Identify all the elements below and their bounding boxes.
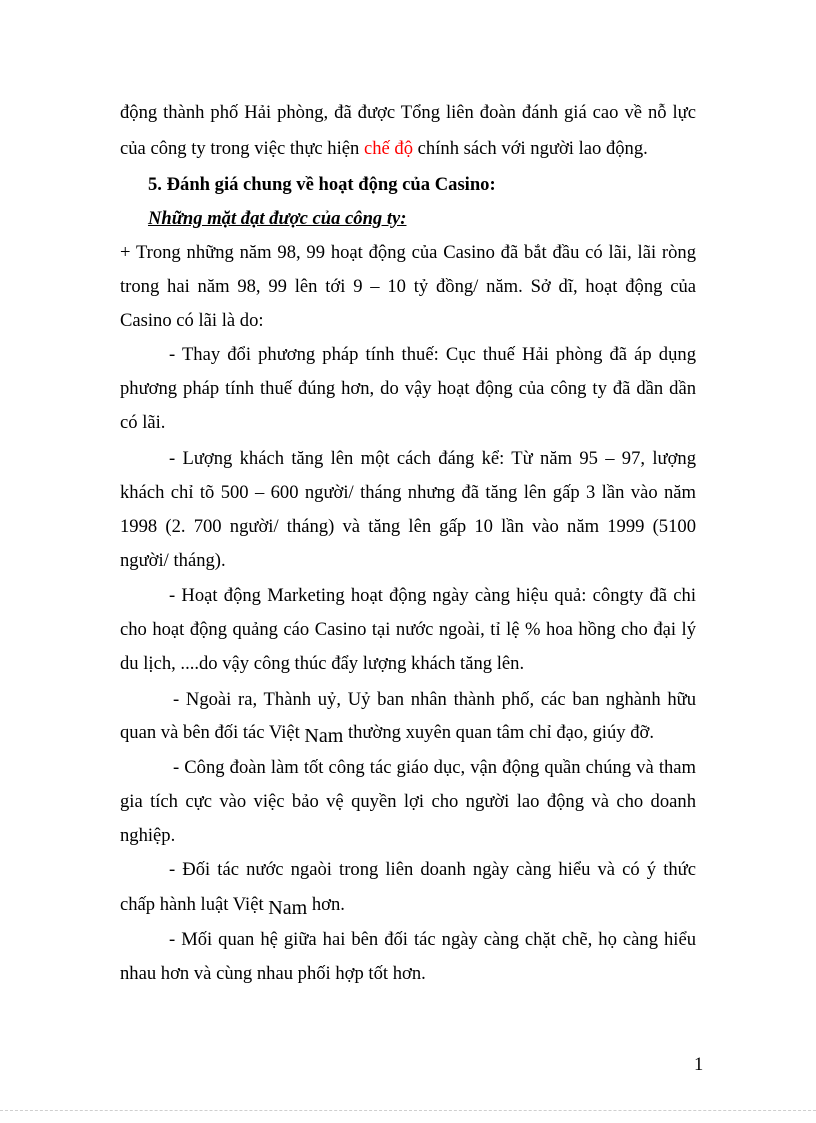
paragraph-line: - Ngoài ra, Thành uỷ, Uỷ ban nhân thành phố, các ban nghành hữu xyxy=(173,689,696,710)
paragraph-line xyxy=(120,892,696,917)
text-run: quan và bên đối tác Việt xyxy=(120,722,305,743)
paragraph-line: gia tích cực vào việc bảo vệ quyền lợi cho người lao động và cho doanh xyxy=(120,791,696,812)
text-run: hơn. xyxy=(307,894,345,915)
highlighted-text: chế độ xyxy=(363,138,414,159)
paragraph-line: người/ tháng). xyxy=(120,550,226,571)
paragraph-line: du lịch, ....do vậy công thúc đẩy lượng khách tăng lên. xyxy=(120,653,525,674)
paragraph-line: có lãi. xyxy=(120,412,166,433)
subscript-text: Nam xyxy=(268,897,308,919)
paragraph-line xyxy=(120,137,696,161)
page-divider xyxy=(0,1110,816,1111)
paragraph-line: - Đối tác nước ngaòi trong liên doanh ngày càng hiểu và có ý thức xyxy=(169,859,696,880)
paragraph-line xyxy=(120,720,696,745)
paragraph-line: 1998 (2. 700 người/ tháng) và tăng lên gấp 10 lần vào năm 1999 (5100 xyxy=(120,516,696,537)
paragraph-line: - Thay đổi phương pháp tính thuế: Cục thuế Hải phòng đã áp dụng xyxy=(169,344,696,365)
paragraph-line: - Mối quan hệ giữa hai bên đối tác ngày càng chặt chẽ, họ càng hiểu xyxy=(169,929,696,950)
paragraph-line: khách chỉ tõ 500 – 600 người/ tháng nhưng đã tăng lên gấp 3 lần vào năm xyxy=(120,482,696,503)
text-run: của công ty trong việc thực hiện xyxy=(120,138,364,159)
paragraph-line: - Công đoàn làm tốt công tác giáo dục, vận động quần chúng và tham xyxy=(173,757,696,778)
paragraph-line: nhau hơn và cùng nhau phối hợp tốt hơn. xyxy=(120,963,426,984)
paragraph-line: - Lượng khách tăng lên một cách đáng kể: Từ năm 95 – 97, lượng xyxy=(169,448,696,469)
paragraph-line: + Trong những năm 98, 99 hoạt động của Casino đã bắt đầu có lãi, lãi ròng xyxy=(120,242,696,263)
paragraph-line: nghiệp. xyxy=(120,825,176,846)
paragraph-line: phương pháp tính thuế đúng hơn, do vậy hoạt động của công ty đã dần dần xyxy=(120,378,696,399)
paragraph-line: trong hai năm 98, 99 lên tới 9 – 10 tỷ đồng/ năm. Sở dĩ, hoạt động của xyxy=(120,276,696,297)
paragraph-line: cho hoạt động quảng cáo Casino tại nước ngoài, tỉ lệ % hoa hồng cho đại lý xyxy=(120,619,696,640)
text-run: chính sách với người lao động. xyxy=(413,138,648,159)
page-number: 1 xyxy=(694,1054,704,1075)
text-run: chấp hành luật Việt xyxy=(120,894,269,915)
subscript-text: Nam xyxy=(304,725,344,747)
paragraph-line: - Hoạt động Marketing hoạt động ngày càng hiệu quả: côngty đã chi xyxy=(169,585,696,606)
paragraph-line: động thành phố Hải phòng, đã được Tổng liên đoàn đánh giá cao về nỗ lực xyxy=(120,102,696,123)
section-subheading: Những mặt đạt được của công ty: xyxy=(148,208,407,229)
text-run: thường xuyên quan tâm chỉ đạo, giúy đỡ. xyxy=(343,722,654,743)
paragraph-line: Casino có lãi là do: xyxy=(120,310,264,331)
section-heading: 5. Đánh giá chung về hoạt động của Casino: xyxy=(148,174,496,195)
